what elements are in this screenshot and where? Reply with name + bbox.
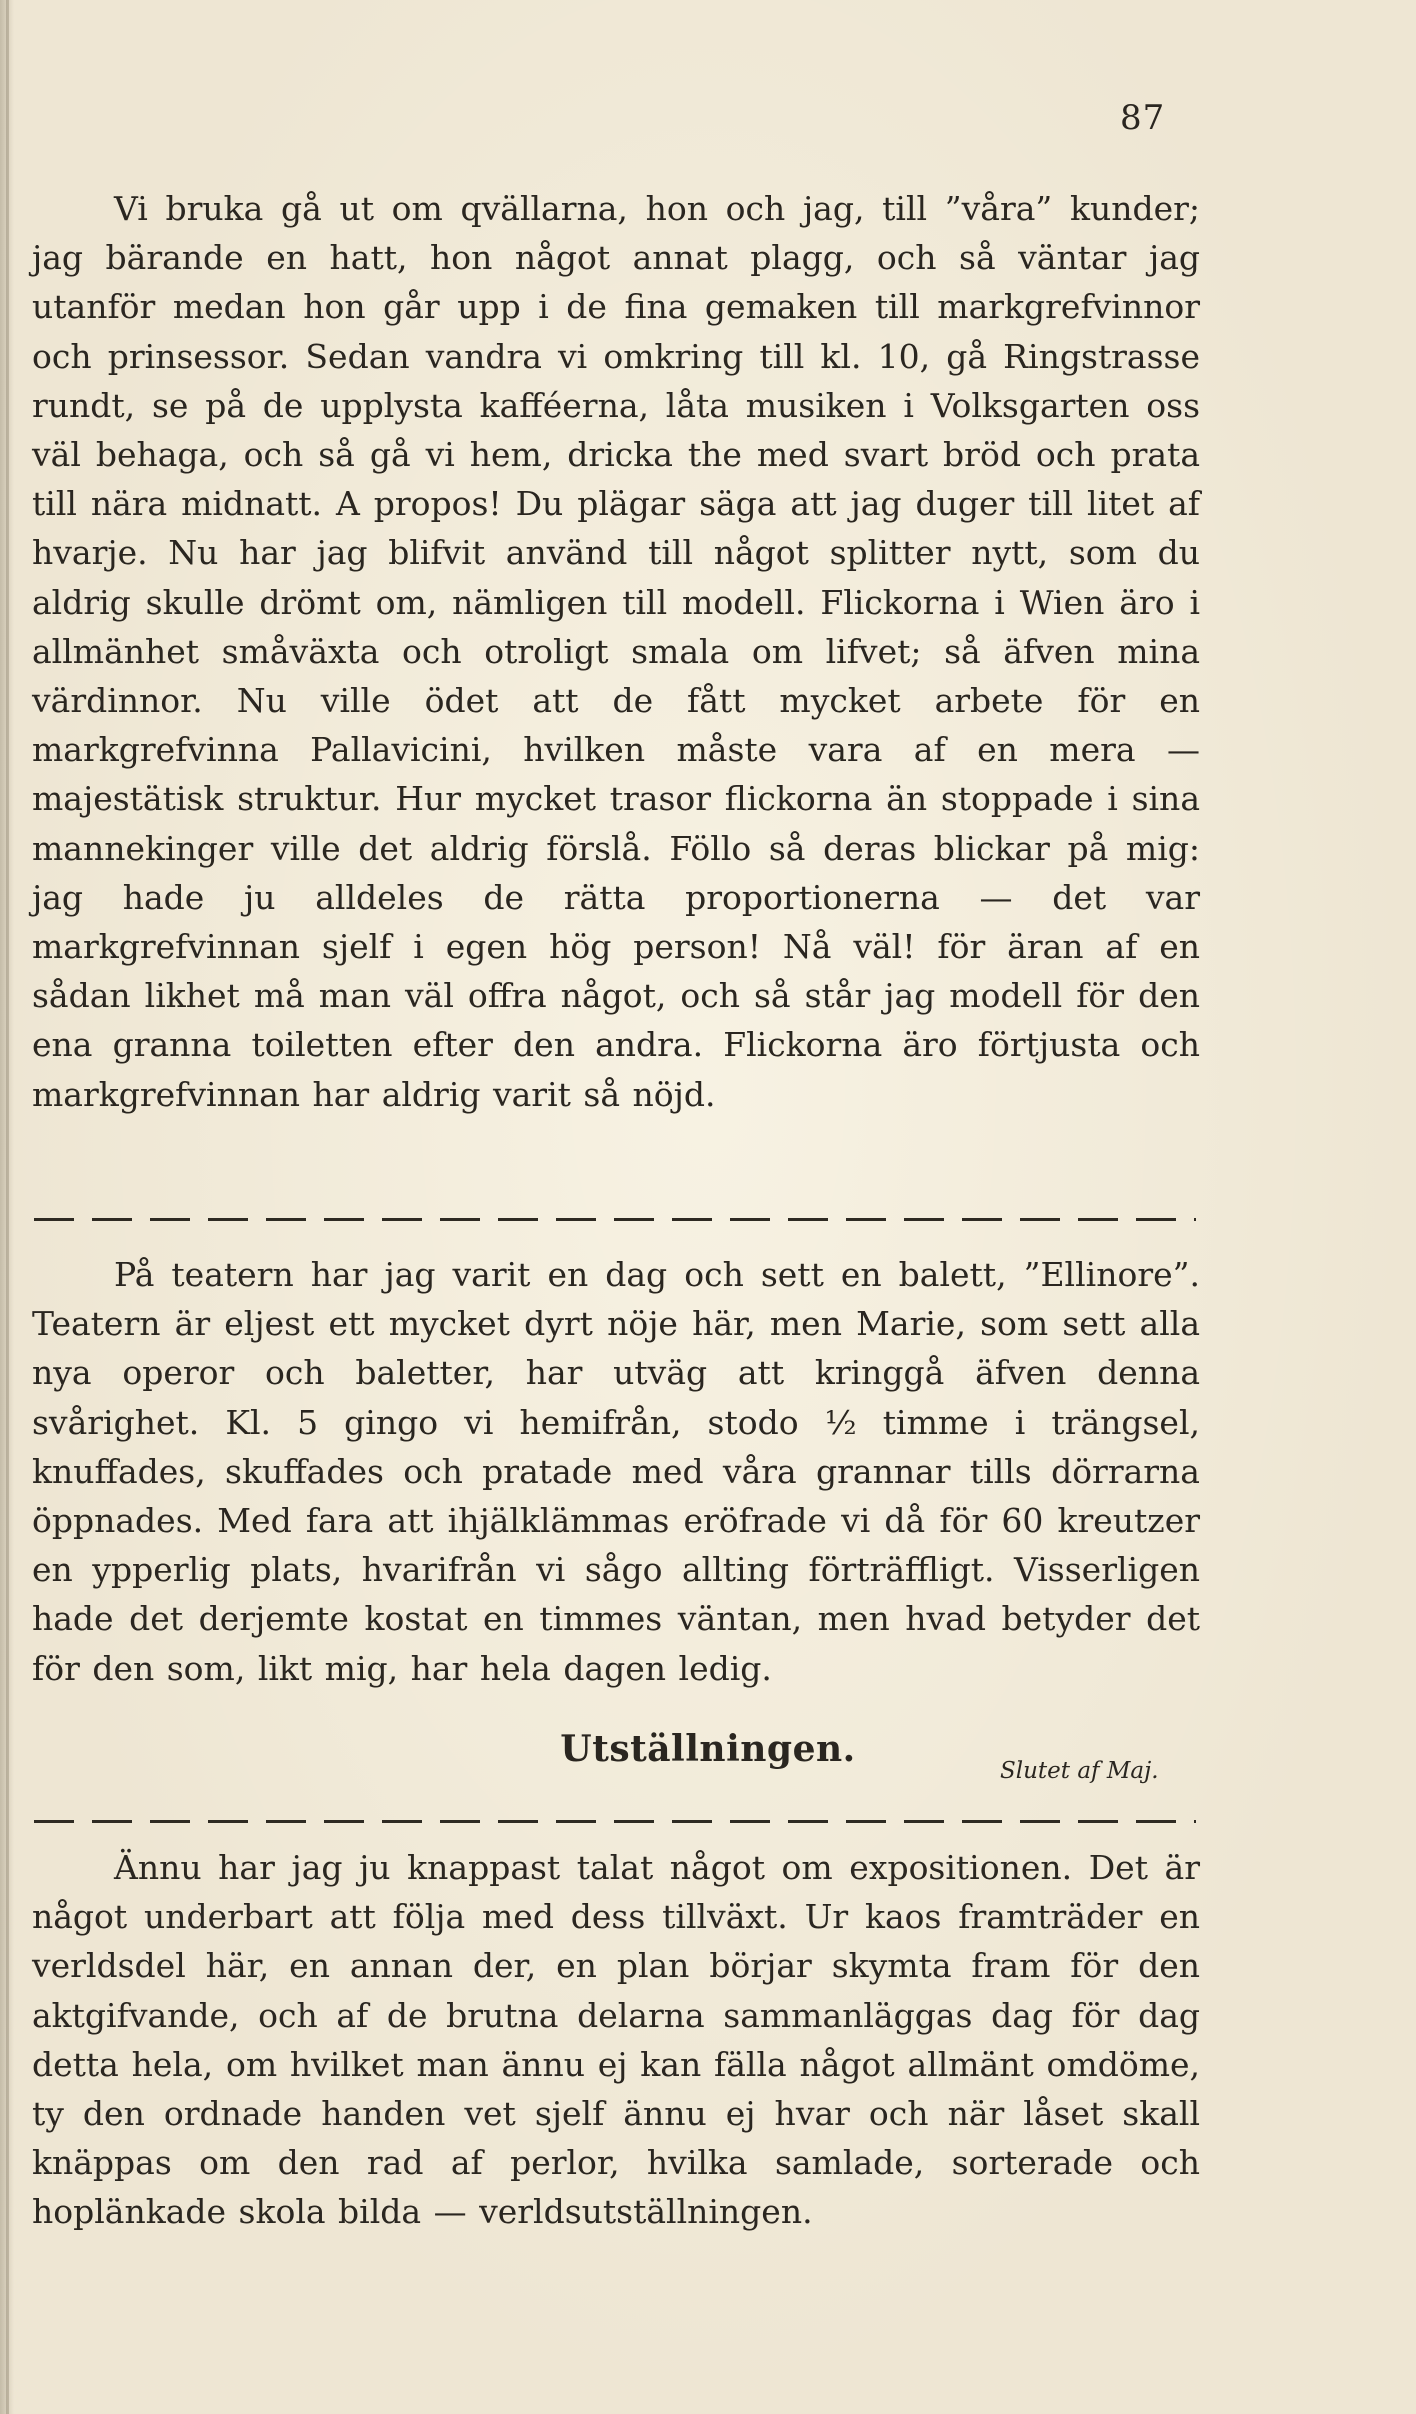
paragraph-theatre: På teatern har jag varit en dag och sett en balett, ”Ellinore”. Teatern är eljest ett mycket dyrt nöje här, men Marie, som sett alla nya operor och baletter, har utväg att kringgå äfven denna svårighet. Kl. 5 gingo vi hemifrån, stodo ½ timme i trängsel, knuffades, skuffades och pratade med våra grannar tills dörrarna öppnades. Med fara att ihjälklämmas eröfrade vi då för 60 kreutzer en ypperlig plats, hvarifrån vi sågo allting förträffligt. Visserligen hade det derjemte kostat en timmes väntan, men hvad betyder det för den som, likt mig, har hela dagen ledig. (32, 1255, 1200, 1688)
page-number: 87 (1120, 98, 1166, 138)
paragraph-exhibition: Ännu har jag ju knappast talat något om expositionen. Det är något underbart att följa med dess tillväxt. Ur kaos framträder en verldsdel här, en annan der, en plan börjar skymta fram för den aktgifvande, och af de brutna delarna sammanläggas dag för dag detta hela, om hvilket man ännu ej kan fälla något allmänt omdöme, ty den ordnade handen vet sjelf ännu ej hvar och när låset skall knäppas om den rad af perlor, hvilka samlade, sorterade och hoplänkade skola bilda — verldsutställningen. (32, 1848, 1200, 2232)
paragraph-block (32, 1250, 1200, 1693)
section-heading: Utställningen. (560, 1728, 856, 1770)
section-date-note: Slutet af Maj. (1000, 1758, 1159, 1784)
paragraph-block (32, 1843, 1200, 2237)
dashed-separator (34, 1218, 1196, 1221)
paragraph-block (32, 184, 1200, 1119)
binding-gutter (6, 0, 9, 2414)
paragraph-models: Vi bruka gå ut om qvällarna, hon och jag, till ”våra” kunder; jag bärande en hatt, hon något annat plagg, och så väntar jag utanför medan hon går upp i de fina gemaken till markgrefvinnor och prinsessor. Sedan vandra vi omkring till kl. 10, gå Ringstrasse rundt, se på de upplysta kafféerna, låta musiken i Volksgarten oss väl behaga, och så gå vi hem, dricka the med svart bröd och prata till nära midnatt. A propos! Du plägar säga att jag duger till litet af hvarje. Nu har jag blifvit använd till något splitter nytt, som du aldrig skulle drömt om, nämligen till modell. Flickorna i Wien äro i allmänhet småväxta och otroligt smala om lifvet; så äfven mina värdinnor. Nu ville ödet att de fått mycket arbete för en markgrefvinna Pallavicini, hvilken måste vara af en mera — majestätisk struktur. Hur mycket trasor flickorna än stoppade i sina mannekinger ville det aldrig förslå. Föllo så deras blickar på mig: jag hade ju alldeles de rätta proportionerna — det var markgrefvinnan sjelf i egen hög person! Nå väl! för äran af en sådan likhet må man väl offra något, och så står jag modell för den ena granna toiletten efter den andra. Flickorna äro förtjusta och markgrefvinnan har aldrig varit så nöjd. (32, 189, 1200, 1114)
dashed-separator (34, 1820, 1196, 1823)
